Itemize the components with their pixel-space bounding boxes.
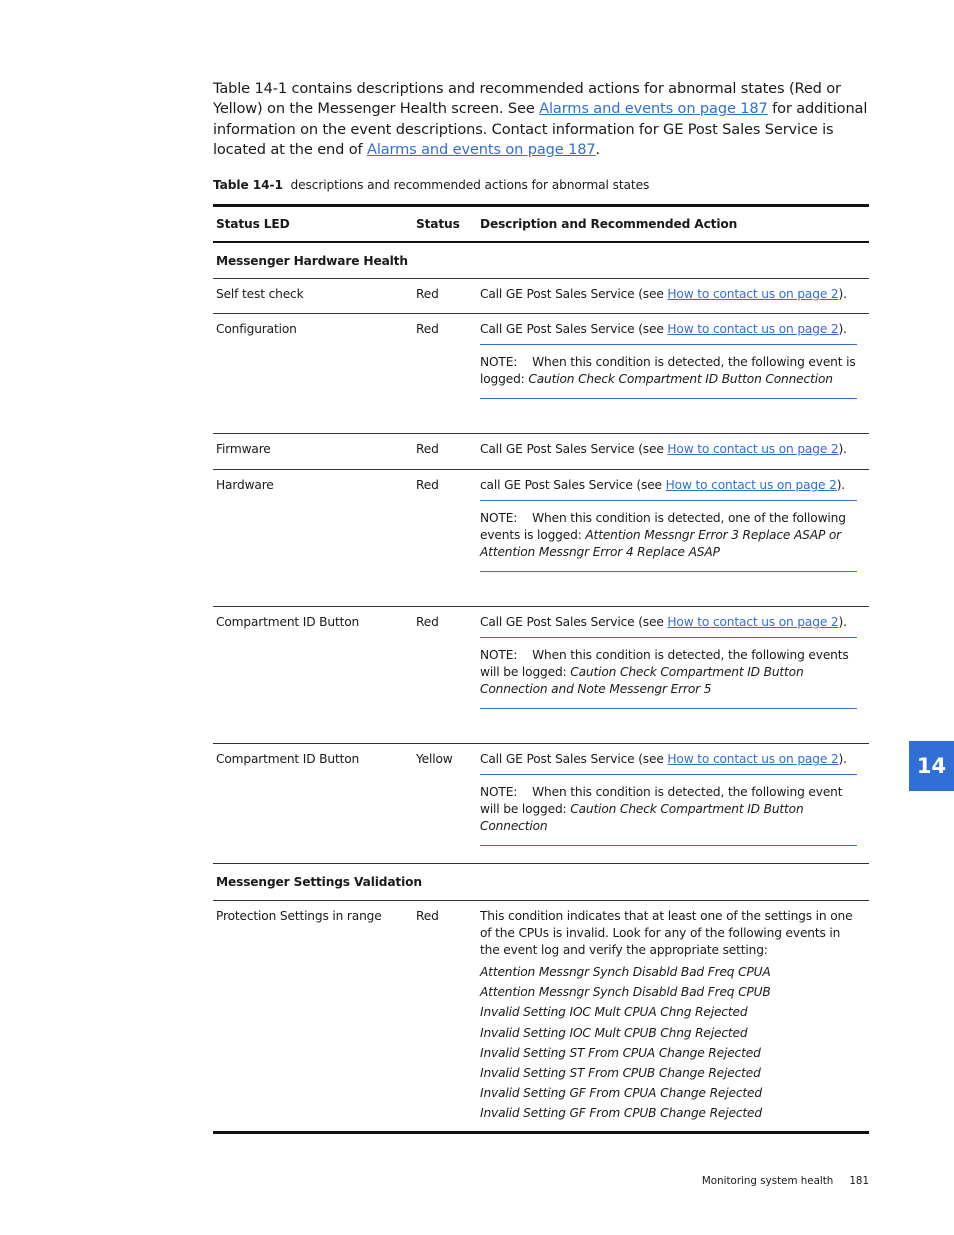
note-bottom-rule	[480, 708, 857, 709]
note-label: NOTE:	[480, 511, 518, 525]
header-status-led: Status LED	[216, 217, 290, 231]
note-event: Caution Check Compartment ID Button Connection	[528, 372, 833, 386]
row-status: Red	[416, 909, 439, 923]
contact-us-link[interactable]: How to contact us on page 2	[667, 442, 839, 456]
note-bottom-rule	[480, 845, 857, 846]
note-event: Attention Messngr Error 3 Replace ASAP or Attention Messngr Error 4 Replace ASAP	[480, 528, 842, 559]
note-box	[480, 638, 863, 708]
note-label: NOTE:	[480, 648, 518, 662]
intro-text-2: for additional information on the event descriptions. Contact information for GE Post Sales Service is located at the end of	[213, 100, 868, 158]
abnormal-states-table	[213, 204, 869, 1134]
row-status: Red	[416, 478, 439, 492]
intro-paragraph	[213, 79, 873, 160]
row-description	[477, 607, 869, 743]
table-row	[213, 744, 869, 864]
call-text: call GE Post Sales Service (see	[480, 478, 666, 492]
row-status-led: Compartment ID Button	[216, 752, 360, 766]
row-description	[477, 744, 869, 863]
table-row	[213, 607, 869, 744]
alarms-events-link-1[interactable]: Alarms and events on page 187	[539, 100, 768, 118]
list-item: Invalid Setting GF From CPUA Change Rejected	[480, 1086, 762, 1101]
alarms-events-link-2[interactable]: Alarms and events on page 187	[366, 140, 596, 158]
note-event: Caution Check Compartment ID Button Connection and Note Messengr Error 5	[480, 665, 804, 696]
call-suffix: ).	[838, 322, 847, 336]
call-suffix: ).	[838, 287, 847, 301]
contact-us-link[interactable]: How to contact us on page 2	[665, 478, 837, 492]
note-event: Caution Check Compartment ID Button Connection	[480, 802, 804, 833]
table-row	[213, 434, 869, 470]
row-status: Red	[416, 287, 439, 301]
chapter-tab: 14	[909, 741, 954, 791]
intro-text-1: Table 14-1 contains descriptions and recommended actions for abnormal states (Red or Yellow) on the Messenger Health screen. See	[213, 80, 841, 118]
table-row	[213, 314, 869, 434]
row-status-led: Protection Settings in range	[216, 909, 382, 923]
note-bottom-rule	[480, 398, 857, 399]
footer-section-title: Monitoring system health	[701, 1175, 834, 1187]
note-label: NOTE:	[480, 355, 518, 369]
note-text: When this condition is detected, one of the following events is logged:	[480, 511, 846, 542]
list-item: Attention Messngr Synch Disabld Bad Freq CPUA	[480, 965, 771, 979]
event-list	[480, 962, 863, 1124]
note-box	[480, 345, 863, 398]
note-bottom-rule	[480, 571, 857, 572]
call-text: Call GE Post Sales Service (see	[480, 615, 668, 629]
table-bottom-rule	[213, 1131, 869, 1134]
row-status: Yellow	[416, 752, 453, 766]
protection-description: This condition indicates that at least one of the settings in one of the CPUs is invalid. Look for any of the following events in the event log and verify the appropriate setting:	[480, 909, 853, 957]
call-suffix: ).	[838, 442, 847, 456]
note-text: When this condition is detected, the following event is logged:	[480, 355, 856, 386]
list-item: Attention Messngr Synch Disabld Bad Freq CPUB	[480, 985, 771, 1000]
row-description	[477, 314, 869, 433]
note-box	[480, 501, 863, 571]
section-settings-validation: Messenger Settings Validation	[213, 864, 869, 901]
row-description	[477, 901, 869, 1131]
row-status-led: Hardware	[216, 478, 274, 492]
contact-us-link[interactable]: How to contact us on page 2	[667, 615, 839, 629]
list-item: Invalid Setting ST From CPUA Change Rejected	[480, 1045, 761, 1060]
row-status-led: Configuration	[216, 322, 297, 336]
note-text: When this condition is detected, the following event will be logged:	[480, 785, 843, 816]
row-description	[477, 434, 869, 469]
intro-text-3: .	[595, 140, 600, 158]
row-status: Red	[416, 615, 439, 629]
note-text: When this condition is detected, the following events will be logged:	[480, 648, 849, 679]
call-text: Call GE Post Sales Service (see	[480, 322, 668, 336]
table-header-row	[213, 207, 869, 243]
row-status: Red	[416, 442, 439, 456]
table-row	[213, 901, 869, 1131]
page-number: 181	[849, 1175, 869, 1187]
call-text: Call GE Post Sales Service (see	[480, 287, 668, 301]
header-status: Status	[416, 217, 460, 231]
call-suffix: ).	[836, 478, 846, 492]
table-row	[213, 470, 869, 607]
contact-us-link[interactable]: How to contact us on page 2	[667, 752, 839, 766]
table-caption-text: descriptions and recommended actions for abnormal states	[290, 178, 650, 192]
note-box	[480, 775, 863, 845]
list-item: Invalid Setting IOC Mult CPUB Chng Rejected	[480, 1025, 748, 1040]
page-footer	[702, 1175, 869, 1187]
header-description: Description and Recommended Action	[480, 217, 738, 231]
row-status-led: Firmware	[216, 442, 271, 456]
list-item: Invalid Setting GF From CPUB Change Rejected	[480, 1106, 762, 1121]
row-description	[477, 470, 869, 606]
call-text: Call GE Post Sales Service (see	[480, 752, 668, 766]
note-label: NOTE:	[480, 785, 518, 799]
call-text: Call GE Post Sales Service (see	[480, 442, 668, 456]
row-status: Red	[416, 322, 439, 336]
row-status-led: Compartment ID Button	[216, 615, 360, 629]
section-hardware-health: Messenger Hardware Health	[213, 243, 869, 279]
contact-us-link[interactable]: How to contact us on page 2	[667, 287, 839, 301]
call-suffix: ).	[838, 752, 847, 766]
row-description	[477, 279, 869, 313]
call-suffix: ).	[838, 615, 847, 629]
table-row	[213, 279, 869, 314]
table-caption-label: Table 14-1	[213, 178, 283, 192]
list-item: Invalid Setting ST From CPUB Change Rejected	[480, 1066, 761, 1081]
table-caption	[213, 178, 649, 192]
list-item: Invalid Setting IOC Mult CPUA Chng Rejected	[480, 1005, 748, 1020]
row-status-led: Self test check	[216, 287, 304, 301]
contact-us-link[interactable]: How to contact us on page 2	[667, 322, 839, 336]
